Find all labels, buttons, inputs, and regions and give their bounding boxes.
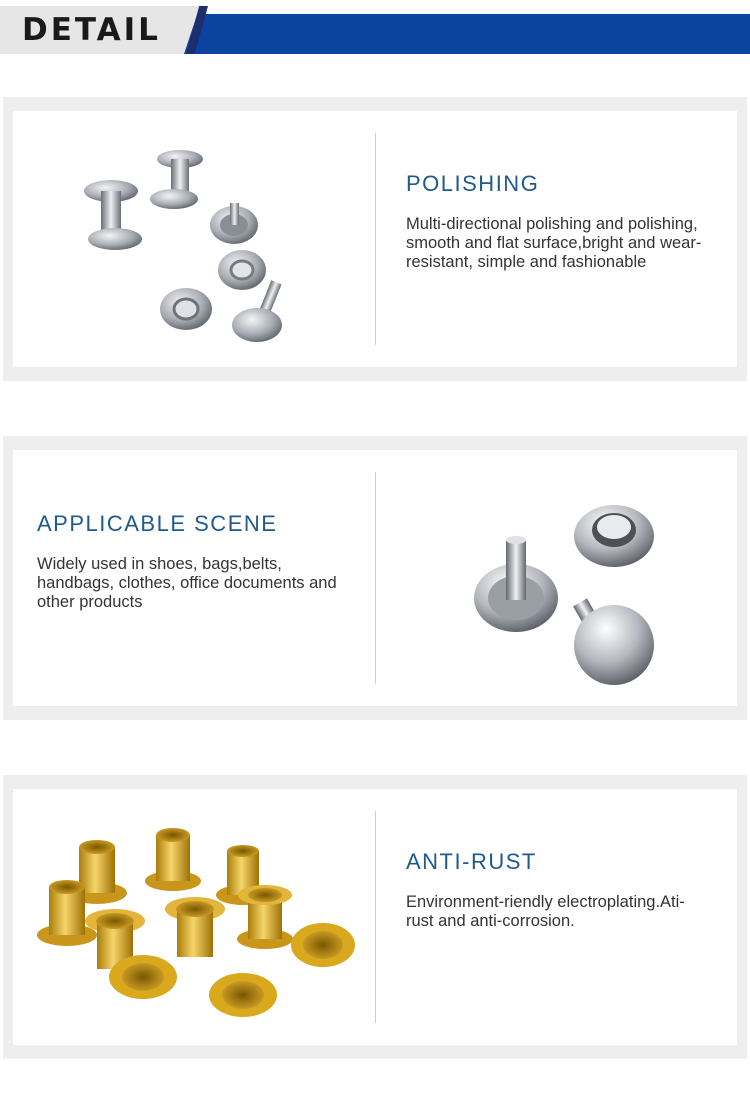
section-divider	[375, 133, 376, 345]
section-description: Environment-riendly electroplating.Ati-rust and anti-corrosion.	[406, 893, 685, 930]
applicable-scene-text	[37, 511, 337, 612]
section-divider	[375, 472, 376, 684]
brass-eyelets-icon	[33, 799, 373, 1039]
section-title: ANTI-RUST	[406, 849, 537, 874]
section-title: POLISHING	[406, 171, 540, 196]
section-description: Widely used in shoes, bags,belts, handbags, clothes, office documents and other products	[37, 555, 337, 611]
silver-rivets-icon	[53, 131, 353, 346]
section-applicable-scene	[3, 436, 747, 720]
section-anti-rust	[3, 775, 747, 1059]
section-polishing	[3, 97, 747, 381]
section-card-inner	[13, 111, 737, 367]
section-card-inner	[13, 789, 737, 1045]
anti-rust-text	[406, 849, 706, 931]
silver-rivet-closeup-icon	[443, 480, 713, 690]
section-card-inner	[13, 450, 737, 706]
section-description: Multi-directional polishing and polishing, smooth and flat surface,bright and wear-resistant, simple and fashionable	[406, 215, 702, 271]
detail-header	[0, 0, 750, 62]
section-title: APPLICABLE SCENE	[37, 511, 278, 536]
section-divider	[375, 811, 376, 1023]
page-title: DETAIL	[22, 12, 161, 48]
polishing-text	[406, 171, 706, 272]
